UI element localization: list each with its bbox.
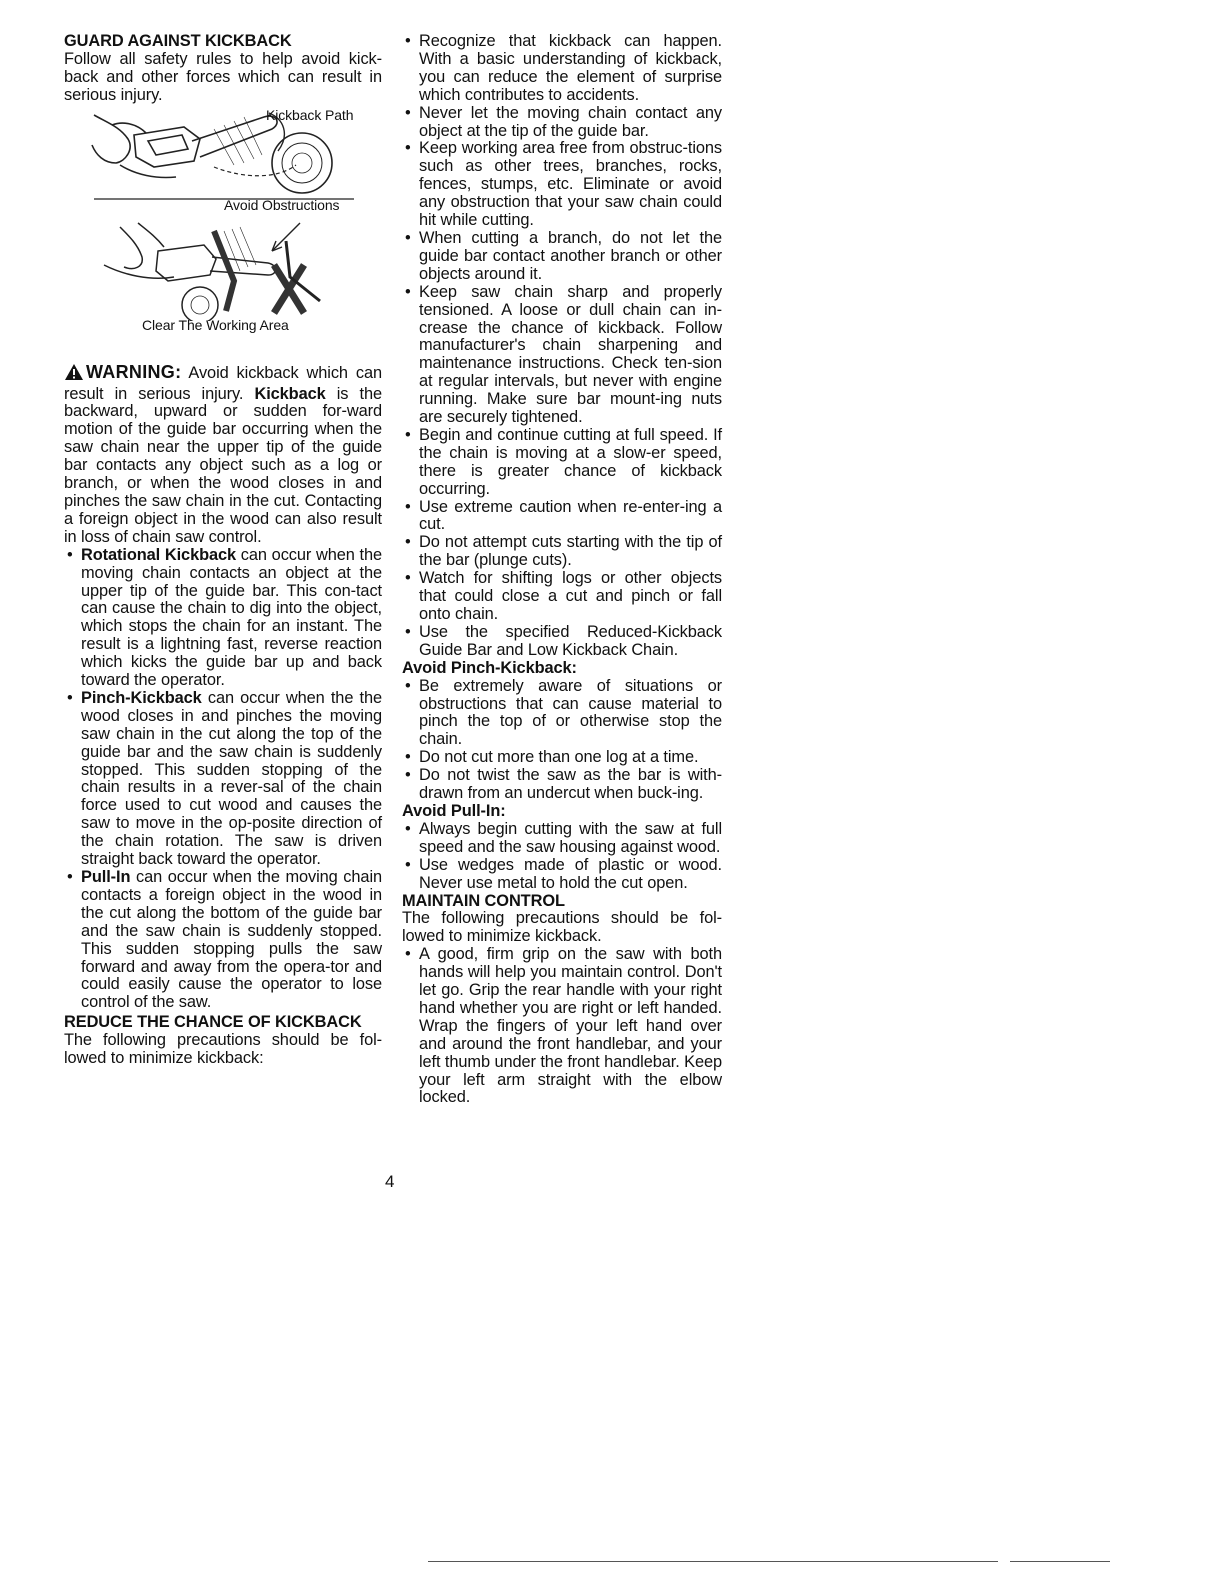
pinch-kickback-list — [402, 678, 722, 803]
right-column — [402, 33, 722, 1107]
heading-guard-against-kickback: GUARD AGAINST KICKBACK — [64, 32, 292, 50]
maintain-control-intro: The following precautions should be fol-lowed to minimize kickback. — [402, 909, 722, 946]
kickback-path-figure — [64, 105, 382, 201]
pull-in-list — [402, 821, 722, 893]
list-item: • Begin and continue cutting at full speed. If the chain is moving at a slow-er speed, there is greater chance of kickback occurring. — [402, 427, 722, 499]
heading-reduce-chance-of-kickback: REDUCE THE CHANCE OF KICKBACK — [64, 1013, 362, 1032]
heading-maintain-control: MAINTAIN CONTROL — [402, 891, 565, 910]
list-item — [64, 869, 382, 1012]
kickback-warning — [64, 363, 382, 547]
list-item: • Keep saw chain sharp and properly tensioned. A loose or dull chain can in-crease the chance of kickback. Follow manufacturer's chain sharpening and maintenance instructions. Check ten-sion at regular intervals, but never with engine running. Make sure bar mount-ing nuts are securely tightened. — [402, 284, 722, 427]
list-item: • Use wedges made of plastic or wood. Never use metal to hold the cut open. — [402, 857, 722, 893]
list-item-text: can occur when the moving chain contacts an object at the upper tip of the guide bar. This con-tact can cause the chain to dig into the object, which stops the chain for an instant. The result is a lightning fast, reverse reaction which kicks the guide bar up and back toward the operator. — [81, 545, 383, 690]
kickback-path-label: Kickback Path — [266, 106, 354, 123]
warning-label: WARNING: — [86, 361, 182, 382]
list-item: • Recognize that kickback can happen. With a basic understanding of kickback, you can reduce the element of surprise which contributes to accidents. — [402, 33, 722, 105]
list-item: • Keep working area free from obstruc-tions such as other trees, branches, rocks, fences, stumps, etc. Eliminate or avoid any obstruction that your saw chain could hit while cutting. — [402, 140, 722, 230]
list-item: • When cutting a branch, do not let the guide bar contact another branch or other objects around it. — [402, 230, 722, 284]
list-item: • Watch for shifting logs or other objects that could close a cut and pinch or fall onto chain. — [402, 570, 722, 624]
list-item: • Use extreme caution when re-enter-ing a cut. — [402, 499, 722, 535]
rotational-kickback-term: Rotational Kickback — [81, 545, 237, 564]
kickback-types-list — [64, 547, 382, 1013]
subheading-avoid-pinch-kickback: Avoid Pinch-Kickback: — [402, 658, 577, 677]
pinch-kickback-term: Pinch-Kickback — [81, 688, 202, 707]
list-item: • Never let the moving chain contact any object at the tip of the guide bar. — [402, 105, 722, 141]
warning-text-1: Avoid kickback which can result in serious injury. — [64, 363, 382, 403]
list-item: • Always begin cutting with the saw at full speed and the saw housing against wood. — [402, 821, 722, 857]
list-item: • Be extremely aware of situations or obstructions that can cause material to pinch the top of or otherwise stop the chain. — [402, 678, 722, 750]
list-item — [64, 547, 382, 690]
clear-working-area-illustration — [64, 201, 382, 321]
maintain-control-list — [402, 946, 722, 1107]
subheading-avoid-pull-in: Avoid Pull-In: — [402, 801, 506, 820]
warning-text-2: is the backward, upward or sudden for-ward motion of the guide bar occurring when the saw chain near the upper tip of the guide bar contacts any object such as a log or branch, or when the wood closes in and pinches the saw chain in the cut. Contacting a foreign object in the wood can also result in loss of chain saw control. — [64, 384, 382, 546]
list-item: • Use the specified Reduced-Kickback Guide Bar and Low Kickback Chain. — [402, 624, 722, 660]
intro-paragraph: Follow all safety rules to help avoid kick-back and other forces which can result in serious injury. — [64, 49, 382, 104]
clear-working-area-caption: Clear The Working Area — [142, 316, 289, 333]
footer-rule — [1010, 1561, 1110, 1562]
warning-triangle-icon — [64, 363, 84, 386]
warning-kickback-term: Kickback — [254, 384, 326, 403]
reduce-kickback-intro: The following precautions should be fol-lowed to minimize kickback: — [64, 1031, 382, 1068]
avoid-obstructions-label: Avoid Obstructions — [224, 196, 340, 213]
left-column — [64, 33, 382, 1068]
footer-rule — [428, 1561, 998, 1562]
list-item: • A good, firm grip on the saw with both hands will help you maintain control. Don't let go. Grip the rear handle with your right hand whether you are right or left handed. Wrap the fingers of your left hand over and around the front handlebar, and your left thumb under the front handlebar. Keep your left arm straight with the elbow locked. — [402, 946, 722, 1107]
list-item: • Do not attempt cuts starting with the tip of the bar (plunge cuts). — [402, 534, 722, 570]
pull-in-term: Pull-In — [81, 868, 131, 886]
list-item: • Do not cut more than one log at a time. — [402, 749, 722, 767]
list-item-text: can occur when the the wood closes in and pinches the moving saw chain in the cut along the top of the guide bar and the saw chain is suddenly stopped. This sudden stopping of the chain results in a rever-sal of the chain force used to cut wood and causes the saw to move in the op-posite direction of the chain rotation. The saw is driven straight back toward the operator. — [81, 688, 382, 869]
list-item: • Do not twist the saw as the bar is with-drawn from an undercut when buck-ing. — [402, 767, 722, 803]
kickback-precautions-list — [402, 33, 722, 660]
list-item — [64, 690, 382, 869]
page-number: 4 — [385, 1172, 395, 1191]
list-item-text: can occur when the moving chain contacts a foreign object in the wood in the cut along the bottom of the guide bar and the saw chain is suddenly stopped. This sudden stopping pulls the saw forward and away from the opera-tor and could easily cause the operator to lose control of the saw. — [81, 868, 382, 1012]
clear-working-area-figure — [64, 196, 382, 337]
